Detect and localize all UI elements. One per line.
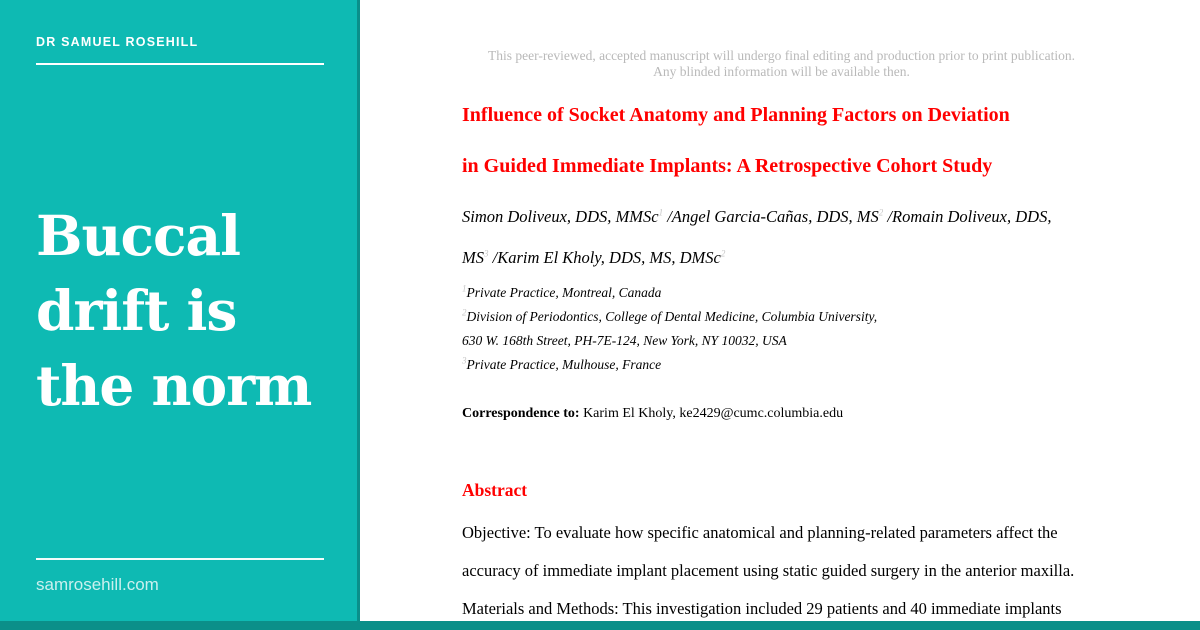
headline-line-2: drift is xyxy=(36,278,237,343)
website-text: samrosehill.com xyxy=(36,575,159,594)
authors-line-1: Simon Doliveux, DDS, MMSc$^1$ /Angel Garcia-Cañas, DDS, $MS^2$ /Romain Doliveux, DDS, xyxy=(462,207,1052,226)
affiliation-row: $^2$Division of Periodontics, College of Dental Medicine, Columbia University, xyxy=(462,307,878,324)
abstract-body xyxy=(462,514,1122,628)
abstract-heading: Abstract xyxy=(462,480,528,500)
headline xyxy=(36,198,346,423)
brand-text: DR SAMUEL ROSEHILL xyxy=(36,35,199,49)
abstract-text-line: accuracy of immediate implant placement using static guided surgery in the anterior maxilla. xyxy=(462,561,1075,580)
disclaimer-line-1: This peer-reviewed, accepted manuscript will undergo final editing and production prior to print publication. xyxy=(488,48,1075,63)
affiliation-marker: 2 xyxy=(462,307,467,318)
headline-line-3: the norm xyxy=(36,353,312,418)
sidebar-divider-top xyxy=(36,63,324,65)
authors-line-2: $MS^3$ /Karim El Kholy, DDS, MS, DMSc$^2$ xyxy=(462,248,726,267)
bottom-accent-bar xyxy=(0,621,1200,630)
affiliation-row: 630 W. 168th Street, PH-7E-124, New York, NY 10032, USA xyxy=(462,333,787,348)
paper-title-line-1: Influence of Socket Anatomy and Planning Factors on Deviation xyxy=(462,104,1010,126)
authors-line xyxy=(462,196,1122,278)
affiliation-marker: 1 xyxy=(658,207,664,218)
correspondence-label: Correspondence to: xyxy=(462,406,580,421)
abstract-text-line: Materials and Methods: This investigation included 29 patients and 40 immediate implants xyxy=(462,599,1062,618)
correspondence-value: Karim El Kholy, ke2429@cumc.columbia.edu xyxy=(579,406,844,421)
affiliation-row: $^3$Private Practice, Mulhouse, France xyxy=(462,355,662,372)
correspondence-line xyxy=(462,405,1122,423)
headline-line-1: Buccal xyxy=(36,203,240,268)
affiliation-marker: 2 xyxy=(878,207,884,218)
affiliations-block xyxy=(462,281,1122,377)
paper-title-line-2: in Guided Immediate Implants: A Retrospective Cohort Study xyxy=(462,155,993,177)
manuscript-panel xyxy=(363,0,1200,630)
disclaimer-line-2: Any blinded information will be available then. xyxy=(653,64,910,79)
sidebar xyxy=(0,0,360,630)
affiliation-row: $^1$Private Practice, Montreal, Canada xyxy=(462,283,662,300)
affiliation-marker: 3 xyxy=(462,355,467,366)
abstract-text-line: Objective: To evaluate how specific anatomical and planning-related parameters affect the xyxy=(462,523,1058,542)
publisher-disclaimer xyxy=(363,48,1200,80)
affiliation-marker: 3 xyxy=(484,248,489,259)
sidebar-divider-bottom xyxy=(36,558,324,560)
affiliation-marker: 2 xyxy=(720,248,726,259)
paper-title xyxy=(462,90,1122,192)
affiliation-marker: 1 xyxy=(462,283,467,294)
